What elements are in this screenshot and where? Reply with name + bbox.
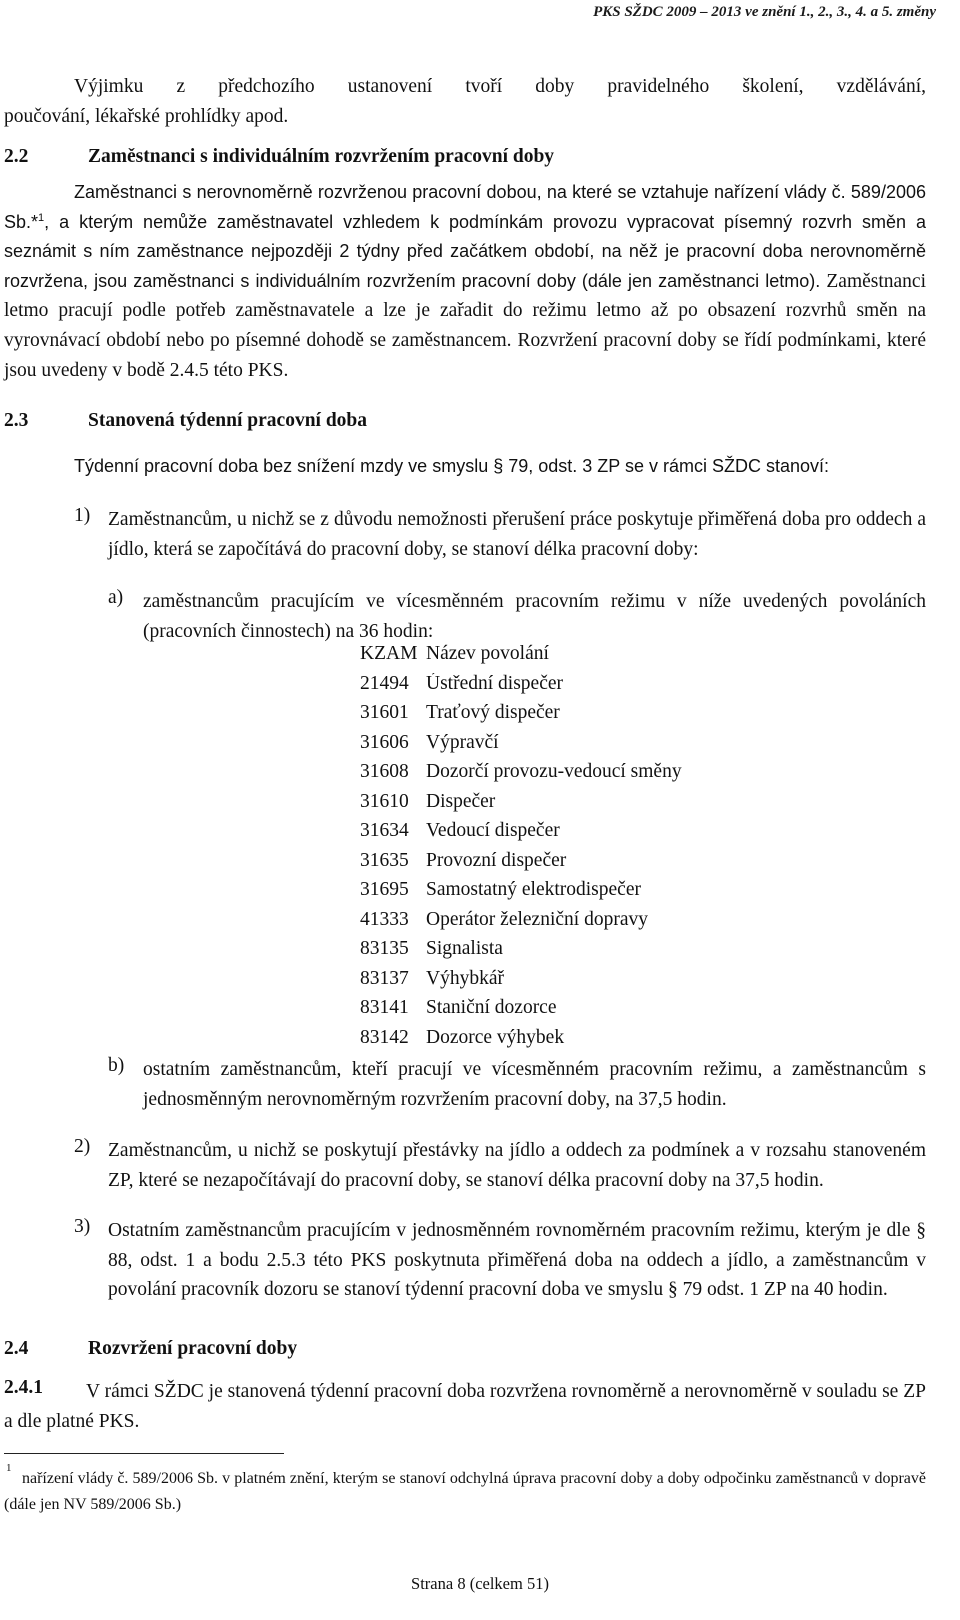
- section-2-3-number: 2.3: [4, 410, 29, 431]
- table-row: 83135 Signalista: [360, 938, 503, 959]
- section-2-2-paragraph: Zaměstnanci s nerovnoměrně rozvrženou pracovní dobou, na které se vztahuje nařízení vlády č. 589/2006 Sb.*$^1$, a kterým nemůže zaměstnavatel vzhledem k podmínkám provozu vypracovat písemný rozvrh směn a seznámit s ním zaměstnance nejpozději 2 týdny před začátkem období, na něž je pracovní doba nerovnoměrně rozvržena, jsou zaměstnanci s individuálním rozvržením pracovní doby (dále jen zaměstnanci letmo). Zaměstnanci letmo pracují podle potřeb zaměstnavatele a lze je zařadit do režimu letmo až po obsazení rozvrhů směn na vyrovnávací období nebo po písemné dohodě se zaměstnancem. Rozvržení pracovní doby se řídí podmínkami, které jsou uvedeny v bodě 2.4.5 této PKS.: [4, 182, 926, 381]
- table-row: 31606 Výpravčí: [360, 732, 499, 753]
- item-2-text: Zaměstnancům, u nichž se poskytují přestávky na jídlo a oddech za podmínek a v rozsahu stanoveném ZP, které se nezapočítávají do pracovní doby, se stanoví délka pracovní doby na 37,5 hodin.: [108, 1140, 926, 1191]
- section-2-2-title: Zaměstnanci s individuálním rozvržením pracovní doby: [88, 146, 555, 167]
- item-3-number: 3): [74, 1216, 91, 1237]
- page-number: Strana 8 (celkem 51): [411, 1574, 549, 1593]
- item-1-text: Zaměstnancům, u nichž se z důvodu nemožnosti přerušení práce poskytuje přiměřená doba pro oddech a jídlo, která se započítává do pracovní doby, se stanoví délka pracovní doby:: [108, 509, 926, 560]
- section-2-4-number: 2.4: [4, 1338, 29, 1359]
- footnote-mark: 1: [6, 1462, 12, 1474]
- section-2-4-1-number: 2.4.1: [4, 1377, 43, 1398]
- table-row: 83142 Dozorce výhybek: [360, 1027, 565, 1048]
- table-row: 83141 Staniční dozorce: [360, 997, 557, 1018]
- item-1b-text: ostatním zaměstnancům, kteří pracují ve vícesměnném pracovním režimu, a zaměstnancům s jednosměnným nerovnoměrným rozvržením pracovní doby, na 37,5 hodin.: [143, 1059, 926, 1110]
- section-2-4-1-text: V rámci SŽDC je stanovená týdenní pracovní doba rozvržena rovnoměrně a nerovnoměrně v souladu se ZP a dle platné PKS.: [4, 1381, 926, 1432]
- item-1a-number: a): [108, 587, 124, 608]
- table-row: 31695 Samostatný elektrodispečer: [360, 879, 641, 900]
- document-header: PKS SŽDC 2009 – 2013 ve znění 1., 2., 3., 4. a 5. změny: [593, 4, 936, 20]
- kzam-table-header: [360, 643, 686, 665]
- item-1b-number: b): [108, 1055, 125, 1076]
- intro-line-1: Výjimku z předchozího ustanovení tvoří doby pravidelného školení, vzdělávání,: [74, 76, 926, 97]
- footnote-ref[interactable]: 1: [38, 211, 45, 224]
- table-row: 21494 Ústřední dispečer: [360, 673, 563, 694]
- item-1-number: 1): [74, 505, 91, 526]
- item-2-number: 2): [74, 1136, 91, 1157]
- table-row: 31610 Dispečer: [360, 791, 496, 812]
- table-row: 31601 Traťový dispečer: [360, 702, 560, 723]
- table-row: 31608 Dozorčí provozu-vedoucí směny: [360, 761, 682, 782]
- intro-line-2: poučování, lékařské prohlídky apod.: [4, 106, 289, 127]
- section-2-3-intro: Týdenní pracovní doba bez snížení mzdy ve smyslu § 79, odst. 3 ZP se v rámci SŽDC stanoví:: [74, 456, 829, 476]
- table-row: 31634 Vedoucí dispečer: [360, 820, 560, 841]
- section-2-3-title: Stanovená týdenní pracovní doba: [88, 410, 368, 431]
- table-row: 83137 Výhybkář: [360, 968, 504, 989]
- section-2-4-title: Rozvržení pracovní doby: [88, 1338, 298, 1359]
- kzam-header-code: KZAM: [360, 643, 418, 664]
- footnote-divider: [4, 1453, 284, 1454]
- item-3-text: Ostatním zaměstnancům pracujícím v jednosměnném rovnoměrném pracovním režimu, kterým je dle § 88, odst. 1 a bodu 2.5.3 této PKS poskytnuta přiměřená doba na oddech a jídlo, a zaměstnancům v povolání pracovník dozoru se stanoví týdenní pracovní doba ve smyslu § 79 odst. 1 ZP na 40 hodin.: [108, 1220, 926, 1300]
- item-1a-text: zaměstnancům pracujícím ve vícesměnném pracovním režimu v níže uvedených povoláních (pracovních činnostech) na 36 hodin:: [143, 591, 926, 642]
- table-row: 31635 Provozní dispečer: [360, 850, 567, 871]
- table-row: 41333 Operátor železniční dopravy: [360, 909, 648, 930]
- footnote-text: nařízení vlády č. 589/2006 Sb. v platném znění, kterým se stanoví odchylná úprava pracovní doby a doby odpočinku zaměstnanců v dopravě (dále jen NV 589/2006 Sb.): [4, 1470, 926, 1513]
- section-2-2-number: 2.2: [4, 146, 29, 167]
- kzam-header-name: Název povolání: [426, 643, 549, 664]
